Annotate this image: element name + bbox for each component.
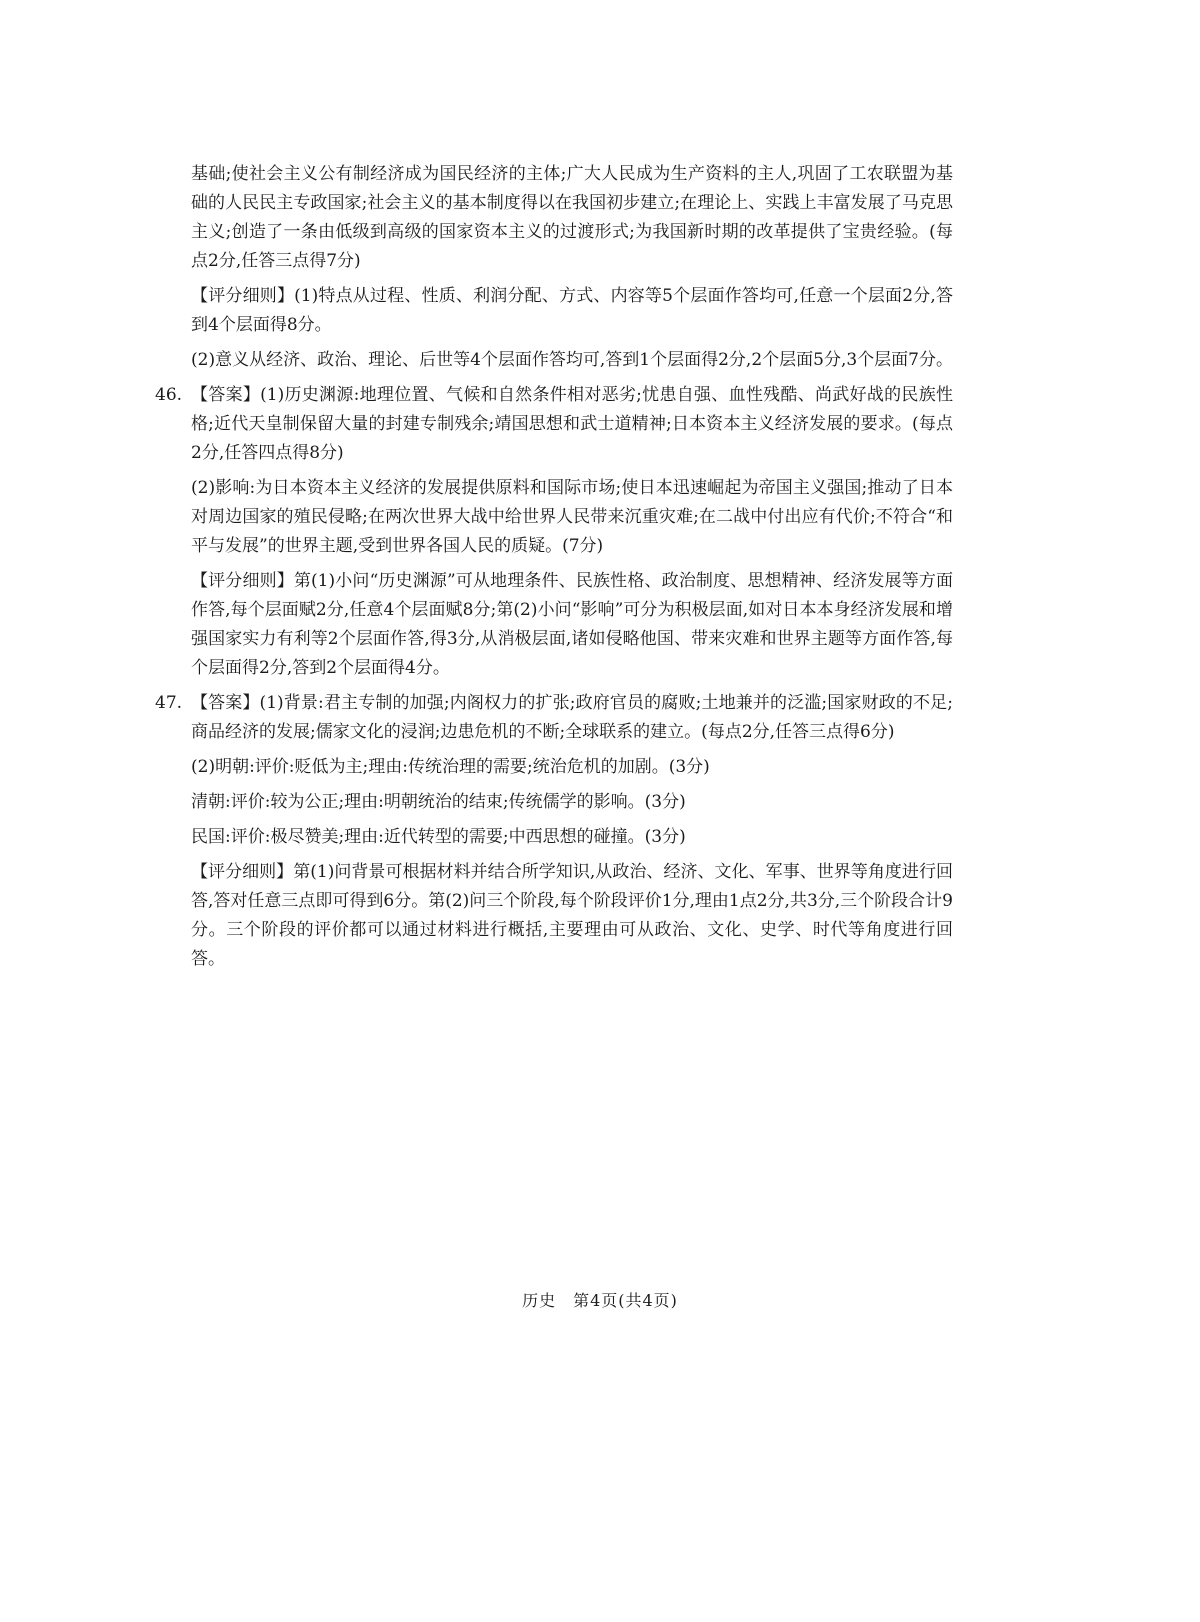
q45-rubric-1: 【评分细则】(1)特点从过程、性质、利润分配、方式、内容等5个层面作答均可,任意一个层面2分,答到4个层面得8分。 [191,286,953,335]
q46-answer-1 [155,381,953,468]
q46-answer-1-text: 【答案】(1)历史渊源:地理位置、气候和自然条件相对恶劣;忧患自强、血性残酷、尚武好战的民族性格;近代天皇制保留大量的封建专制残余;靖国思想和武士道精神;日本资本主义经济发展的要求。(每点2分,任答四点得8分) [191,385,953,463]
q47-rubric: 【评分细则】第(1)问背景可根据材料并结合所学知识,从政治、经济、文化、军事、世界等角度进行回答,答对任意三点即可得到6分。第(2)问三个阶段,每个阶段评价1分,理由1点2分,共3分,三个阶段合计9分。三个阶段的评价都可以通过材料进行概括,主要理由可从政治、文化、史学、时代等角度进行回答。 [191,862,953,969]
q46-rubric: 【评分细则】第(1)小问“历史渊源”可从地理条件、民族性格、政治制度、思想精神、经济发展等方面作答,每个层面赋2分,任意4个层面赋8分;第(2)小问“影响”可分为积极层面,如对日本本身经济发展和增强国家实力有利等2个层面作答,得3分,从消极层面,诸如侵略他国、带来灾难和世界主题等方面作答,每个层面得2分,答到2个层面得4分。 [191,571,953,678]
q47-answer-1 [155,689,953,747]
q45-rubric-2: (2)意义从经济、政治、理论、后世等4个层面作答均可,答到1个层面得2分,2个层面5分,3个层面7分。 [191,350,954,370]
q46-answer-2: (2)影响:为日本资本主义经济的发展提供原料和国际市场;使日本迅速崛起为帝国主义强国;推动了日本对周边国家的殖民侵略;在两次世界大战中给世界人民带来沉重灾难;在二战中付出应有代价;不符合“和平与发展”的世界主题,受到世界各国人民的质疑。(7分) [191,478,953,556]
q47-ming: (2)明朝:评价:贬低为主;理由:传统治理的需要;统治危机的加剧。(3分) [191,757,710,777]
q45-continuation: 基础;使社会主义公有制经济成为国民经济的主体;广大人民成为生产资料的主人,巩固了工农联盟为基础的人民民主专政国家;社会主义的基本制度得以在我国初步建立;在理论上、实践上丰富发展了马克思主义;创造了一条由低级到高级的国家资本主义的过渡形式;为我国新时期的改革提供了宝贵经验。(每点2分,任答三点得7分) [191,164,953,271]
q47-answer-1-text: 【答案】(1)背景:君主专制的加强;内阁权力的扩张;政府官员的腐败;土地兼并的泛滥;国家财政的不足;商品经济的发展;儒家文化的浸润;边患危机的不断;全球联系的建立。(每点2分,任答三点得6分) [191,693,953,742]
page-footer: 历史 第4页(共4页) [522,1291,678,1310]
q47-qing: 清朝:评价:较为公正;理由:明朝统治的结束;传统儒学的影响。(3分) [191,792,686,812]
answer-content [155,160,954,980]
q47-number: 47. [155,693,183,713]
q47-minguo: 民国:评价:极尽赞美;理由:近代转型的需要;中西思想的碰撞。(3分) [191,827,686,847]
q46-number: 46. [155,385,183,405]
